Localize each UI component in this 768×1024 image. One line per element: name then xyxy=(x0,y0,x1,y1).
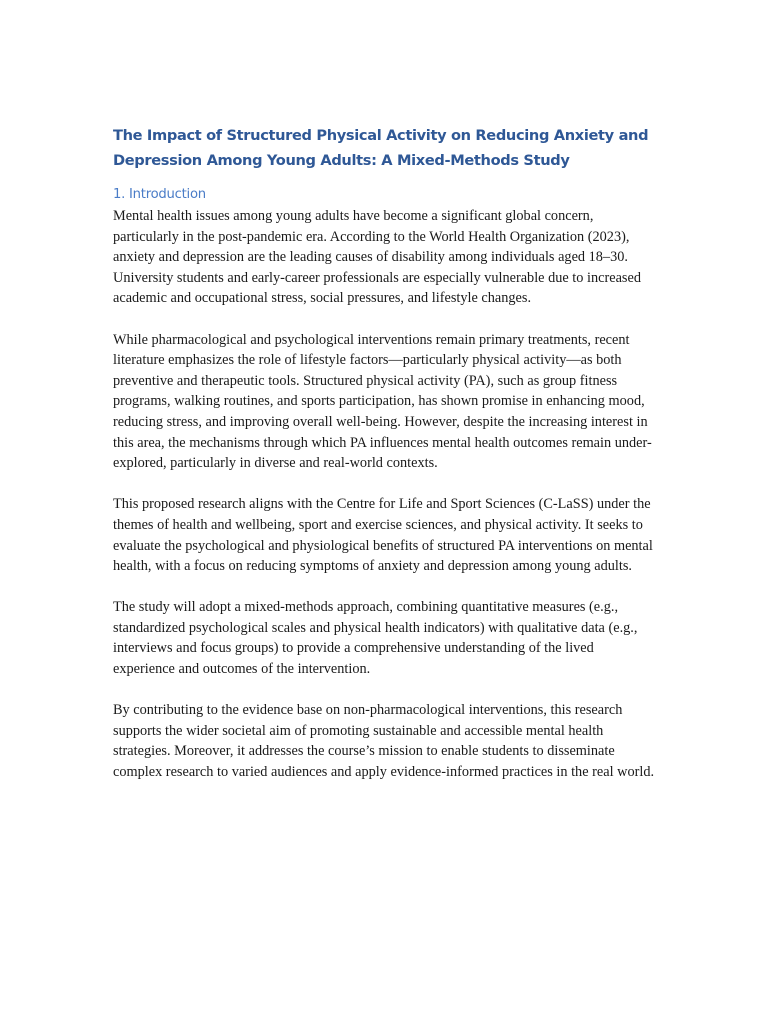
paragraph-4: The study will adopt a mixed-methods approach, combining quantitative measures (e.g., standardized psychological scales and physical health indicators) with qualitative data (e.g., interviews and focus groups) to provide a comprehensive understanding of the lived experience and outcomes of the intervention. xyxy=(113,599,638,678)
paragraph-1: Mental health issues among young adults have become a significant global concern, particularly in the post-pandemic era. According to the World Health Organization (2023), anxiety and depression are the leading causes of disability among individuals aged 18–30. University students and early-career professionals are especially vulnerable due to increased academic and occupational stress, social pressures, and lifestyle changes. xyxy=(113,208,641,307)
section-heading-introduction: 1. Introduction xyxy=(113,187,206,202)
document-title: The Impact of Structured Physical Activity on Reducing Anxiety and Depression Among Young Adults: A Mixed-Methods Study xyxy=(113,127,649,169)
paragraph-5: By contributing to the evidence base on non-pharmacological interventions, this research supports the wider societal aim of promoting sustainable and accessible mental health strategies. Moreover, it addresses the course’s mission to enable students to disseminate complex research to varied audiences and apply evidence-informed practices in the real world. xyxy=(113,702,655,781)
paragraph-2: While pharmacological and psychological interventions remain primary treatments, recent literature emphasizes the role of lifestyle factors—particularly physical activity—as both preventive and therapeutic tools. Structured physical activity (PA), such as group fitness programs, walking routines, and sports participation, has shown promise in enhancing mood, reducing stress, and improving overall well-being. However, despite the increasing interest in this area, the mechanisms through which PA influences mental health outcomes remain under-explored, particularly in diverse and real-world contexts. xyxy=(113,331,652,472)
paragraph-3: This proposed research aligns with the Centre for Life and Sport Sciences (C-LaSS) under the themes of health and wellbeing, sport and exercise sciences, and physical activity. It seeks to evaluate the psychological and physiological benefits of structured PA interventions on mental health, with a focus on reducing symptoms of anxiety and depression among young adults. xyxy=(113,496,653,575)
document-page xyxy=(113,123,658,803)
